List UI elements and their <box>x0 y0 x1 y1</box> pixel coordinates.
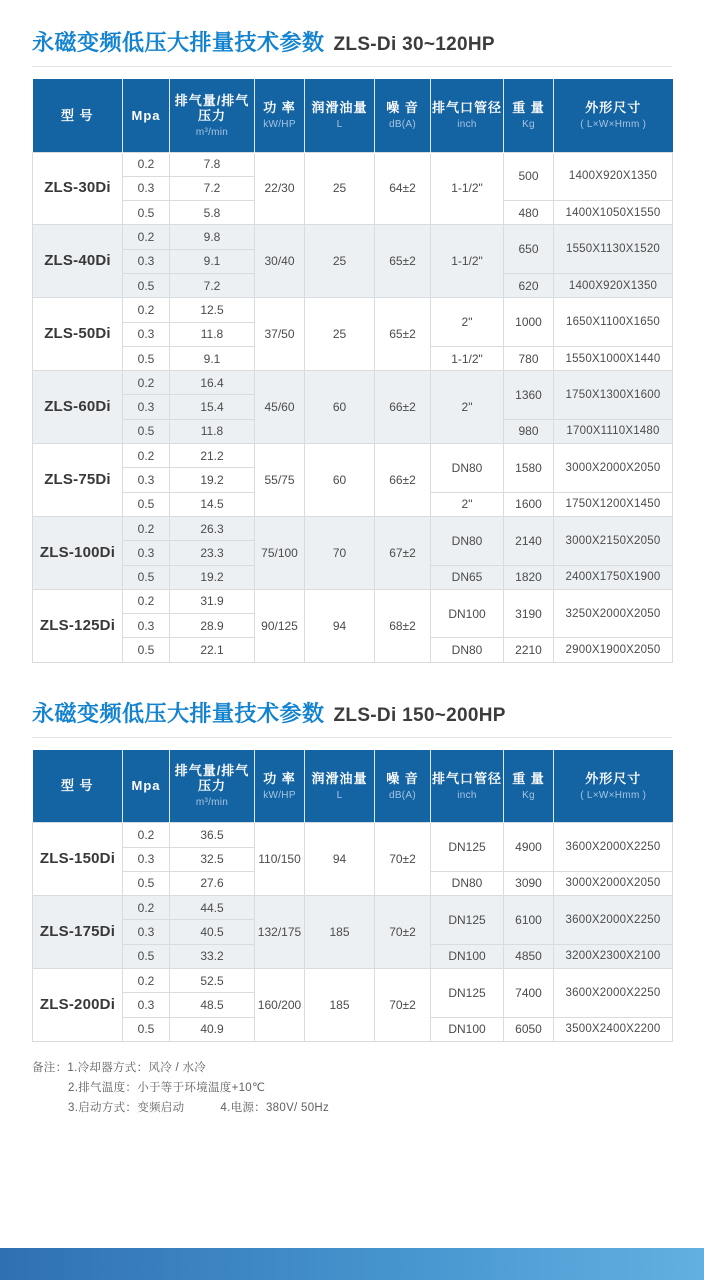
mpa-cell: 0.2 <box>123 969 170 993</box>
noise-cell: 64±2 <box>375 152 431 225</box>
noise-cell: 66±2 <box>375 371 431 444</box>
oil-cell: 94 <box>305 823 375 896</box>
table-header <box>33 79 673 152</box>
displacement-cell: 21.2 <box>170 444 255 468</box>
spec-table-30-120hp <box>32 79 673 663</box>
weight-cell: 1000 <box>504 298 554 347</box>
note-line-3 <box>32 1098 672 1118</box>
mpa-cell: 0.3 <box>123 322 170 346</box>
weight-cell: 7400 <box>504 969 554 1018</box>
mpa-cell: 0.3 <box>123 468 170 492</box>
dims-cell: 2400X1750X1900 <box>554 565 673 589</box>
dims-cell: 3600X2000X2250 <box>554 896 673 945</box>
dims-cell: 1550X1130X1520 <box>554 225 673 274</box>
displacement-cell: 28.9 <box>170 614 255 638</box>
port-cell: 1-1/2" <box>431 225 504 298</box>
displacement-cell: 11.8 <box>170 419 255 443</box>
table-body <box>33 152 673 662</box>
weight-cell: 4850 <box>504 944 554 968</box>
col-displacement: 排气量/排气压力 m³/min <box>170 750 255 823</box>
mpa-cell: 0.2 <box>123 823 170 847</box>
table-row <box>33 371 673 395</box>
displacement-cell: 36.5 <box>170 823 255 847</box>
note-line-2 <box>32 1078 672 1098</box>
mpa-cell: 0.2 <box>123 589 170 613</box>
displacement-cell: 7.2 <box>170 176 255 200</box>
weight-cell: 1360 <box>504 371 554 420</box>
model-cell: ZLS-50Di <box>33 298 123 371</box>
displacement-cell: 19.2 <box>170 468 255 492</box>
table-row <box>33 823 673 847</box>
model-cell: ZLS-100Di <box>33 516 123 589</box>
table-body <box>33 823 673 1042</box>
title-divider <box>32 66 672 67</box>
weight-cell: 2210 <box>504 638 554 662</box>
dims-cell: 2900X1900X2050 <box>554 638 673 662</box>
port-cell: DN100 <box>431 1017 504 1041</box>
oil-cell: 60 <box>305 371 375 444</box>
model-cell: ZLS-40Di <box>33 225 123 298</box>
noise-cell: 65±2 <box>375 298 431 371</box>
mpa-cell: 0.5 <box>123 638 170 662</box>
oil-cell: 185 <box>305 969 375 1042</box>
displacement-cell: 7.8 <box>170 152 255 176</box>
mpa-cell: 0.5 <box>123 419 170 443</box>
model-cell: ZLS-150Di <box>33 823 123 896</box>
power-cell: 75/100 <box>255 516 305 589</box>
dims-cell: 1400X920X1350 <box>554 152 673 201</box>
displacement-cell: 15.4 <box>170 395 255 419</box>
notes-prefix: 备注： <box>32 1061 68 1074</box>
port-cell: DN125 <box>431 969 504 1018</box>
dims-cell: 3200X2300X2100 <box>554 944 673 968</box>
header-row <box>33 79 673 152</box>
weight-cell: 980 <box>504 419 554 443</box>
col-power: 功 率 kW/HP <box>255 750 305 823</box>
section-title-cn: 永磁变频低压大排量技术参数 <box>32 30 325 55</box>
oil-cell: 94 <box>305 589 375 662</box>
port-cell: 2" <box>431 298 504 347</box>
port-cell: 2" <box>431 371 504 444</box>
table-header <box>33 750 673 823</box>
oil-cell: 70 <box>305 516 375 589</box>
port-cell: 1-1/2" <box>431 152 504 225</box>
mpa-cell: 0.3 <box>123 249 170 273</box>
table-row <box>33 298 673 322</box>
mpa-cell: 0.2 <box>123 298 170 322</box>
displacement-cell: 11.8 <box>170 322 255 346</box>
model-cell: ZLS-75Di <box>33 444 123 517</box>
weight-cell: 480 <box>504 201 554 225</box>
mpa-cell: 0.3 <box>123 993 170 1017</box>
notes-block <box>32 1058 672 1118</box>
noise-cell: 68±2 <box>375 589 431 662</box>
displacement-cell: 9.1 <box>170 249 255 273</box>
displacement-cell: 5.8 <box>170 201 255 225</box>
weight-cell: 3090 <box>504 871 554 895</box>
dims-cell: 1650X1100X1650 <box>554 298 673 347</box>
weight-cell: 780 <box>504 346 554 370</box>
mpa-cell: 0.2 <box>123 516 170 540</box>
note-text: 1.冷却器方式：风冷 / 水冷 <box>67 1061 207 1074</box>
dims-cell: 3500X2400X2200 <box>554 1017 673 1041</box>
model-cell: ZLS-30Di <box>33 152 123 225</box>
displacement-cell: 40.9 <box>170 1017 255 1041</box>
dims-cell: 1750X1200X1450 <box>554 492 673 516</box>
oil-cell: 25 <box>305 152 375 225</box>
dims-cell: 1550X1000X1440 <box>554 346 673 370</box>
port-cell: DN80 <box>431 516 504 565</box>
oil-cell: 25 <box>305 298 375 371</box>
section-title-en: ZLS-Di 150~200HP <box>333 704 506 726</box>
power-cell: 132/175 <box>255 896 305 969</box>
displacement-cell: 27.6 <box>170 871 255 895</box>
model-cell: ZLS-125Di <box>33 589 123 662</box>
title-divider <box>32 737 672 738</box>
table-row <box>33 516 673 540</box>
model-cell: ZLS-200Di <box>33 969 123 1042</box>
spec-section-150-200hp <box>32 697 672 1042</box>
displacement-cell: 7.2 <box>170 273 255 297</box>
model-cell: ZLS-60Di <box>33 371 123 444</box>
col-dims: 外形尺寸 ( L×W×Hmm ) <box>554 79 673 152</box>
mpa-cell: 0.5 <box>123 871 170 895</box>
port-cell: DN80 <box>431 444 504 493</box>
port-cell: 2" <box>431 492 504 516</box>
dims-cell: 3250X2000X2050 <box>554 589 673 638</box>
weight-cell: 1820 <box>504 565 554 589</box>
noise-cell: 67±2 <box>375 516 431 589</box>
displacement-cell: 48.5 <box>170 993 255 1017</box>
mpa-cell: 0.5 <box>123 273 170 297</box>
noise-cell: 70±2 <box>375 823 431 896</box>
weight-cell: 2140 <box>504 516 554 565</box>
dims-cell: 3600X2000X2250 <box>554 823 673 872</box>
col-mpa-label: Mpa <box>131 107 161 123</box>
mpa-cell: 0.3 <box>123 541 170 565</box>
weight-cell: 620 <box>504 273 554 297</box>
port-cell: DN125 <box>431 823 504 872</box>
displacement-cell: 22.1 <box>170 638 255 662</box>
noise-cell: 70±2 <box>375 969 431 1042</box>
col-oil: 润滑油量 L <box>305 750 375 823</box>
power-cell: 90/125 <box>255 589 305 662</box>
dims-cell: 3600X2000X2250 <box>554 969 673 1018</box>
oil-cell: 60 <box>305 444 375 517</box>
displacement-cell: 9.8 <box>170 225 255 249</box>
mpa-cell: 0.5 <box>123 346 170 370</box>
header-row <box>33 750 673 823</box>
col-model: 型 号 <box>33 750 123 823</box>
table-row <box>33 444 673 468</box>
displacement-cell: 52.5 <box>170 969 255 993</box>
power-cell: 110/150 <box>255 823 305 896</box>
col-port: 排气口管径 inch <box>431 750 504 823</box>
port-cell: DN125 <box>431 896 504 945</box>
displacement-cell: 23.3 <box>170 541 255 565</box>
mpa-cell: 0.3 <box>123 614 170 638</box>
weight-cell: 500 <box>504 152 554 201</box>
displacement-cell: 26.3 <box>170 516 255 540</box>
noise-cell: 65±2 <box>375 225 431 298</box>
oil-cell: 25 <box>305 225 375 298</box>
spec-table-150-200hp <box>32 750 673 1042</box>
col-noise: 噪 音 dB(A) <box>375 79 431 152</box>
mpa-cell: 0.3 <box>123 847 170 871</box>
mpa-cell: 0.2 <box>123 371 170 395</box>
mpa-cell: 0.5 <box>123 201 170 225</box>
mpa-cell: 0.2 <box>123 225 170 249</box>
col-noise: 噪 音 dB(A) <box>375 750 431 823</box>
note-text: 3.启动方式：变频启动 <box>68 1101 185 1114</box>
port-cell: 1-1/2" <box>431 346 504 370</box>
section-title <box>32 697 672 728</box>
footer-bar <box>0 1248 704 1280</box>
mpa-cell: 0.5 <box>123 1017 170 1041</box>
port-cell: DN80 <box>431 638 504 662</box>
model-cell: ZLS-175Di <box>33 896 123 969</box>
mpa-cell: 0.3 <box>123 920 170 944</box>
table-row <box>33 969 673 993</box>
col-mpa <box>123 79 170 152</box>
dims-cell: 1750X1300X1600 <box>554 371 673 420</box>
displacement-cell: 12.5 <box>170 298 255 322</box>
section-title <box>32 26 672 57</box>
mpa-cell: 0.5 <box>123 565 170 589</box>
displacement-cell: 32.5 <box>170 847 255 871</box>
table-row <box>33 225 673 249</box>
table-row <box>33 589 673 613</box>
weight-cell: 1600 <box>504 492 554 516</box>
power-cell: 160/200 <box>255 969 305 1042</box>
weight-cell: 6050 <box>504 1017 554 1041</box>
displacement-cell: 9.1 <box>170 346 255 370</box>
mpa-cell: 0.5 <box>123 492 170 516</box>
note-text: 2.排气温度：小于等于环境温度+10℃ <box>68 1081 266 1094</box>
col-oil: 润滑油量 L <box>305 79 375 152</box>
section-title-cn: 永磁变频低压大排量技术参数 <box>32 700 325 726</box>
table-row <box>33 896 673 920</box>
note-text: 4.电源：380V/ 50Hz <box>220 1101 330 1114</box>
col-port: 排气口管径 inch <box>431 79 504 152</box>
col-dims: 外形尺寸 ( L×W×Hmm ) <box>554 750 673 823</box>
dims-cell: 3000X2150X2050 <box>554 516 673 565</box>
power-cell: 30/40 <box>255 225 305 298</box>
power-cell: 45/60 <box>255 371 305 444</box>
col-weight: 重 量 Kg <box>504 750 554 823</box>
displacement-cell: 19.2 <box>170 565 255 589</box>
port-cell: DN80 <box>431 871 504 895</box>
port-cell: DN65 <box>431 565 504 589</box>
displacement-cell: 14.5 <box>170 492 255 516</box>
col-mpa: Mpa <box>123 750 170 823</box>
dims-cell: 3000X2000X2050 <box>554 444 673 493</box>
port-cell: DN100 <box>431 589 504 638</box>
weight-cell: 3190 <box>504 589 554 638</box>
mpa-cell: 0.3 <box>123 176 170 200</box>
displacement-cell: 44.5 <box>170 896 255 920</box>
weight-cell: 6100 <box>504 896 554 945</box>
table-row <box>33 152 673 176</box>
displacement-cell: 16.4 <box>170 371 255 395</box>
weight-cell: 4900 <box>504 823 554 872</box>
col-model-label: 型 号 <box>60 107 94 123</box>
weight-cell: 650 <box>504 225 554 274</box>
oil-cell: 185 <box>305 896 375 969</box>
section-title-en: ZLS-Di 30~120HP <box>333 34 495 55</box>
port-cell: DN100 <box>431 944 504 968</box>
power-cell: 55/75 <box>255 444 305 517</box>
dims-cell: 1400X920X1350 <box>554 273 673 297</box>
col-power: 功 率 kW/HP <box>255 79 305 152</box>
note-line-1 <box>32 1058 672 1078</box>
displacement-cell: 31.9 <box>170 589 255 613</box>
mpa-cell: 0.2 <box>123 896 170 920</box>
mpa-cell: 0.3 <box>123 395 170 419</box>
dims-cell: 1400X1050X1550 <box>554 201 673 225</box>
noise-cell: 70±2 <box>375 896 431 969</box>
weight-cell: 1580 <box>504 444 554 493</box>
mpa-cell: 0.2 <box>123 444 170 468</box>
displacement-cell: 40.5 <box>170 920 255 944</box>
power-cell: 37/50 <box>255 298 305 371</box>
displacement-cell: 33.2 <box>170 944 255 968</box>
dims-cell: 3000X2000X2050 <box>554 871 673 895</box>
mpa-cell: 0.2 <box>123 152 170 176</box>
col-model <box>33 79 123 152</box>
mpa-cell: 0.5 <box>123 944 170 968</box>
power-cell: 22/30 <box>255 152 305 225</box>
noise-cell: 66±2 <box>375 444 431 517</box>
spec-section-30-120hp <box>32 26 672 663</box>
col-weight: 重 量 Kg <box>504 79 554 152</box>
col-displacement: 排气量/排气压力 m³/min <box>170 79 255 152</box>
dims-cell: 1700X1110X1480 <box>554 419 673 443</box>
